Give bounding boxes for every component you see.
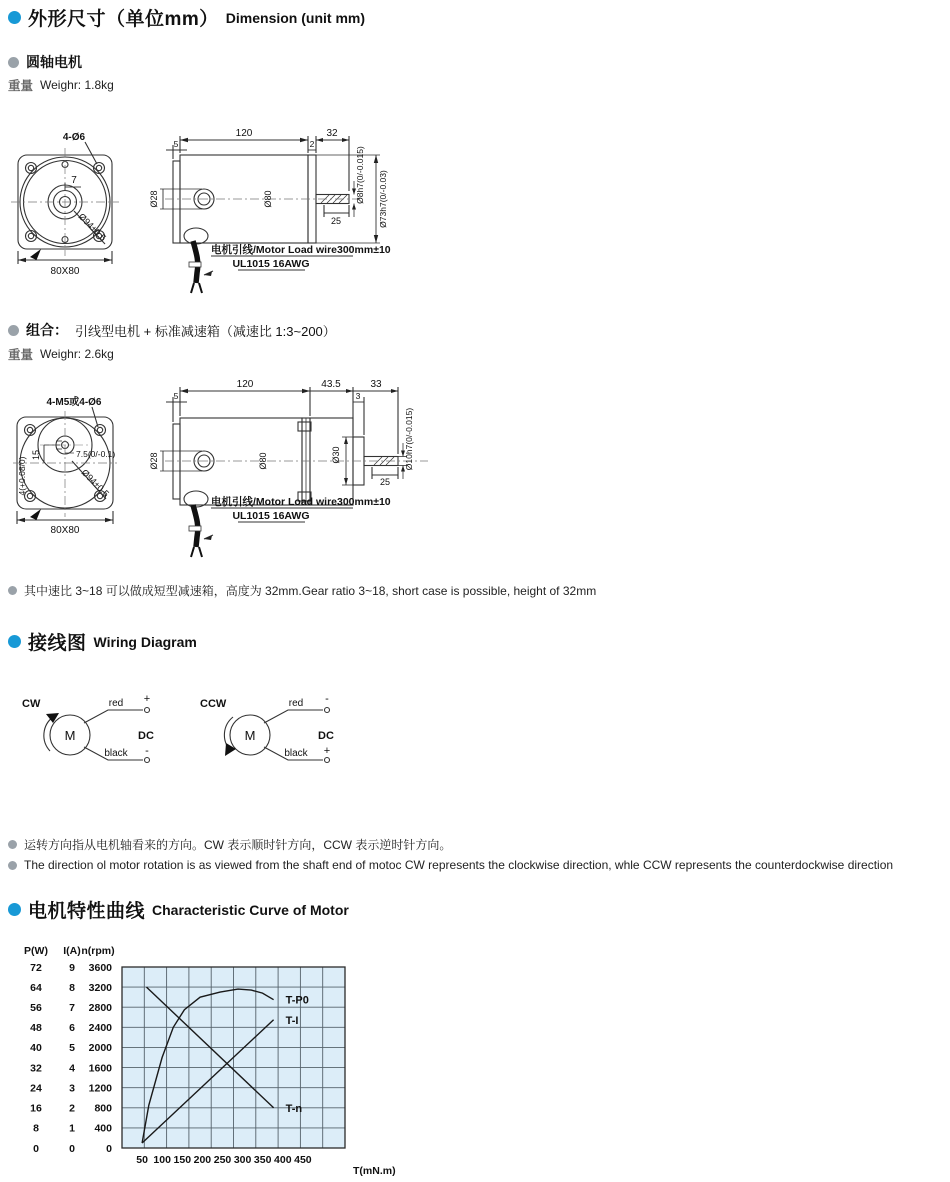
wire-note-2: UL1015 16AWG	[232, 510, 310, 522]
rotation-note-zh	[8, 836, 451, 853]
ccw-dc-label: DC	[318, 730, 334, 742]
y-tick: 8	[69, 981, 75, 994]
dim-43-5: 43.5	[321, 379, 341, 390]
geared-motor-side-view	[160, 387, 428, 557]
wiring-title-en: Wiring Diagram	[93, 633, 197, 650]
dim-d73h7: Ø73h7(0/-0.03)	[378, 170, 388, 228]
lead-wire-arrow-icon	[30, 249, 41, 260]
rotation-note-en	[8, 858, 893, 872]
cw-black-wire-label: black	[104, 748, 128, 759]
dim-5: 5	[173, 391, 179, 401]
y-tick: 4	[69, 1062, 75, 1075]
ccw-label: CCW	[200, 698, 227, 710]
cw-label: CW	[22, 698, 41, 710]
blue-bullet-icon	[8, 903, 21, 916]
dim-holes: 4-M5或4-Ø6	[46, 397, 102, 408]
dim-size: 80X80	[50, 525, 80, 536]
x-tick: 150	[173, 1154, 192, 1166]
geared-title-rest: 引线型电机 + 标准减速箱（减速比 1:3~200）	[75, 323, 336, 339]
dim-holes: 4-Ø6	[62, 132, 86, 143]
dim-size: 80X80	[50, 266, 80, 277]
y-tick: 7	[69, 1002, 75, 1015]
dim-3: 3	[355, 391, 361, 401]
dim-33: 33	[370, 379, 382, 390]
blue-bullet-icon	[8, 11, 21, 24]
geared-motor-front-view	[13, 407, 117, 524]
y-tick: 3600	[88, 961, 112, 974]
y-tick: 40	[30, 1042, 42, 1055]
x-tick: 450	[294, 1154, 312, 1166]
series-label-T-n: T-n	[285, 1102, 303, 1115]
y-tick: 32	[30, 1062, 42, 1075]
y-tick: 72	[30, 961, 42, 974]
y-axis-header: P(W)	[24, 945, 48, 957]
y-tick: 3200	[88, 981, 112, 994]
dim-pilot: Ø94±0.5	[79, 467, 112, 499]
y-tick: 0	[106, 1142, 112, 1155]
section-curve-heading	[8, 896, 349, 923]
y-tick: 400	[94, 1122, 112, 1135]
y-tick: 1	[69, 1122, 75, 1135]
round-motor-drawing	[8, 123, 458, 303]
blue-bullet-icon	[8, 635, 21, 648]
geared-motor-drawing	[8, 375, 468, 573]
cw-minus-sign: -	[145, 745, 149, 757]
y-tick: 3	[69, 1082, 75, 1095]
gray-bullet-icon	[8, 840, 17, 849]
wiring-ccw	[224, 708, 329, 763]
series-label-T-I: T-I	[285, 1014, 299, 1027]
ccw-red-wire-label: red	[288, 698, 304, 709]
dim-d80: Ø80	[258, 452, 268, 470]
ccw-motor-label: M	[244, 728, 256, 743]
ccw-black-wire-label: black	[284, 748, 308, 759]
dim-d28: Ø28	[149, 190, 159, 208]
rotation-note-en-text: The direction ol motor rotation is as viewed from the shaft end of motoc CW represents the clockwise direction, whle CCW represents the counterdockwise direction	[24, 858, 894, 872]
y-tick: 2800	[88, 1002, 112, 1015]
x-tick: 400	[274, 1154, 292, 1166]
dim-pilot: Ø94±0.5	[76, 211, 109, 243]
dim-d10h7: Ø10h7(0/-0.015)	[404, 407, 414, 471]
y-tick: 2	[69, 1102, 75, 1115]
wire-note-1: 电机引线/Motor Load wire300mm±10	[211, 244, 391, 256]
y-tick: 800	[94, 1102, 112, 1115]
series-label-T-P0: T-P0	[285, 994, 309, 1007]
dimension-title-zh: 外形尺寸（单位mm）	[28, 9, 219, 30]
curve-title-zh: 电机特性曲线	[28, 901, 146, 922]
x-tick: 100	[153, 1154, 171, 1166]
dim-32: 32	[326, 128, 338, 139]
y-tick: 56	[30, 1002, 42, 1015]
x-axis-label: T(mN.m)	[353, 1165, 396, 1177]
dim-d8h7: Ø8h7(0/-0.015)	[355, 146, 365, 204]
y-tick: 2400	[88, 1022, 112, 1035]
y-axis-header: n(rpm)	[81, 945, 115, 957]
gray-bullet-icon	[8, 861, 17, 870]
y-tick: 2000	[88, 1042, 112, 1055]
dimension-title-en: Dimension (unit mm)	[225, 9, 366, 26]
dim-key-depth: 7.5(0/-0.1)	[76, 449, 116, 459]
wiring-title-zh: 接线图	[28, 633, 87, 654]
ccw-plus-sign: +	[323, 745, 331, 757]
y-tick: 9	[69, 961, 75, 974]
y-tick: 8	[33, 1122, 39, 1135]
weight-value: Weighr: 1.8kg	[40, 78, 114, 92]
curve-title-en: Characteristic Curve of Motor	[152, 901, 349, 918]
characteristic-curve-chart	[10, 940, 440, 1180]
gear-ratio-note-text: 其中速比 3~18 可以做成短型减速箱，高度为 32mm.Gear ratio 3~18, short case is possible, height of 32mm	[24, 584, 597, 598]
x-tick: 250	[213, 1154, 232, 1166]
dim-15: 15	[31, 449, 41, 461]
gray-bullet-icon	[8, 57, 19, 68]
weight-label-zh: 重量	[8, 348, 34, 362]
weight-label-zh: 重量	[8, 79, 34, 93]
dim-25: 25	[379, 477, 391, 487]
x-tick: 200	[193, 1154, 212, 1166]
y-tick: 5	[69, 1042, 75, 1055]
round-motor-front-view	[11, 142, 119, 264]
geared-title-bold: 组合：	[26, 322, 68, 338]
x-tick: 50	[136, 1154, 148, 1166]
y-tick: 24	[30, 1082, 42, 1095]
dim-d30: Ø30	[331, 446, 341, 464]
dim-7: 7	[71, 175, 77, 186]
x-tick: 350	[253, 1154, 272, 1166]
cw-motor-label: M	[64, 728, 76, 743]
y-tick: 0	[69, 1142, 75, 1155]
dim-120: 120	[236, 379, 254, 390]
gear-ratio-note	[8, 582, 596, 599]
y-tick: 48	[30, 1022, 42, 1035]
cw-plus-sign: +	[143, 693, 151, 705]
weight-value: Weighr: 2.6kg	[40, 347, 114, 361]
wire-note-1: 电机引线/Motor Load wire300mm±10	[211, 496, 391, 508]
gray-bullet-icon	[8, 325, 19, 336]
y-axis-header: I(A)	[63, 945, 81, 957]
cw-red-wire-label: red	[108, 698, 124, 709]
gray-bullet-icon	[8, 586, 17, 595]
y-tick: 64	[30, 981, 42, 994]
geared-motor-weight	[8, 345, 114, 363]
y-tick: 1600	[88, 1062, 112, 1075]
cw-dc-label: DC	[138, 730, 154, 742]
y-tick: 6	[69, 1022, 75, 1035]
round-motor-heading	[8, 52, 82, 72]
ccw-rotation-arrow-icon	[225, 743, 236, 756]
dim-25: 25	[330, 216, 342, 226]
section-wiring-heading	[8, 628, 197, 655]
ccw-minus-sign: -	[325, 693, 329, 705]
dim-d28: Ø28	[149, 452, 159, 470]
dim-120: 120	[235, 128, 253, 139]
section-dimension-heading	[8, 4, 365, 31]
dim-2: 2	[309, 139, 315, 149]
dim-d80: Ø80	[263, 190, 273, 208]
y-tick: 16	[30, 1102, 42, 1115]
dim-key-width: 4(+0.08/0)	[17, 456, 27, 496]
dim-5: 5	[173, 139, 179, 149]
round-motor-title: 圆轴电机	[26, 54, 82, 70]
lead-wire-arrow-icon	[30, 509, 41, 520]
wire-note-2: UL1015 16AWG	[232, 258, 310, 270]
x-tick: 300	[233, 1154, 252, 1166]
rotation-note-zh-text: 运转方向指从电机轴看来的方向。CW 表示顺时针方向，CCW 表示逆时针方向。	[24, 838, 452, 852]
y-tick: 0	[33, 1142, 39, 1155]
round-motor-weight	[8, 76, 114, 94]
y-tick: 1200	[88, 1082, 112, 1095]
geared-motor-heading	[8, 320, 336, 340]
wiring-diagram	[10, 690, 370, 778]
wiring-cw	[44, 708, 150, 763]
